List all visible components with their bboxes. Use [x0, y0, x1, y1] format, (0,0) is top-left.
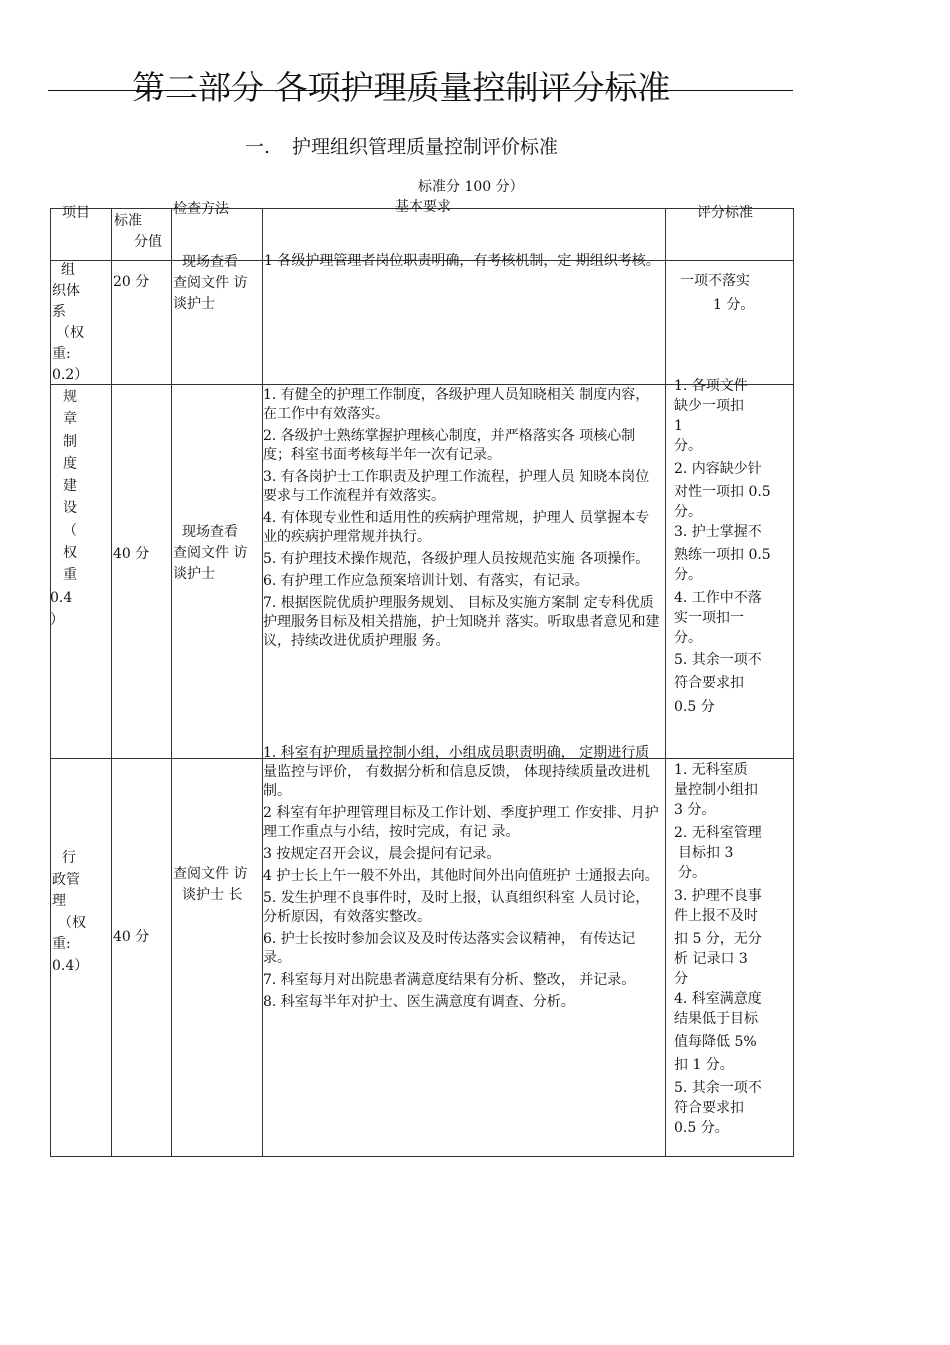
- criteria-line: 分。: [674, 630, 702, 646]
- criteria-line: 分: [674, 971, 688, 987]
- requirement-item: 3 按规定召开会议，晨会提问有记录。: [263, 846, 501, 862]
- criteria-line: 缺少一项扣: [674, 398, 744, 414]
- criteria-table: [50, 199, 793, 1157]
- criteria-line: 1. 各项文件: [674, 378, 748, 394]
- row2-method-line: 现场查看: [182, 524, 238, 540]
- row3-item-line: 0.4）: [52, 957, 89, 974]
- requirement-item: 2 科室有年护理管理目标及工作计划、季度护理工 作安排、月护理工作重点与小结，按时完成，有记 录。: [263, 805, 659, 840]
- requirement-item: 5. 有护理技术操作规范，各级护理人员按规范实施 各项操作。: [263, 551, 650, 567]
- row2-item-line: 制: [63, 433, 77, 450]
- row2-item-line: 章: [63, 411, 77, 428]
- header-score-b: 分值: [134, 234, 162, 250]
- criteria-line: 量控制小组扣: [674, 782, 758, 798]
- requirement-item: 5. 发生护理不良事件时，及时上报，认真组织科室 人员讨论，分析原因，有效落实整改。: [263, 890, 650, 925]
- row3-criteria: [674, 760, 792, 1138]
- criteria-line: 5. 其余一项不: [674, 652, 762, 668]
- criteria-line: 0.5 分。: [674, 1120, 729, 1136]
- row3-requirements: [263, 744, 661, 1015]
- requirement-item: 1 各级护理管理者岗位职责明确，有考核机制，定 期组织考核。: [264, 253, 660, 269]
- row1-method-line: 查阅文件 访: [173, 275, 248, 291]
- requirement-item: 1. 有健全的护理工作制度，各级护理人员知晓相关 制度内容，在工作中有效落实。: [263, 387, 650, 422]
- criteria-line: 熟练一项扣 0.5: [674, 547, 771, 563]
- section-subtitle: [245, 132, 558, 159]
- criteria-line: 5. 其余一项不: [674, 1080, 762, 1096]
- header-basic: 基本要求: [395, 199, 451, 215]
- criteria-line: 扣 1 分。: [674, 1057, 734, 1073]
- criteria-line: 结果低于目标: [674, 1011, 758, 1027]
- row1-item-line: 0.2）: [52, 367, 89, 383]
- criteria-line: 分。: [674, 504, 702, 520]
- requirement-item: 7. 根据医院优质护理服务规划、 目标及实施方案制 定专科优质护理服务目标及相关措施，护士知晓并 落实。听取患者意见和建议，持续改进优质护理服 务。: [263, 595, 660, 649]
- row2-item-line: 0.4: [50, 589, 73, 606]
- requirement-item: 6. 护士长按时参加会议及及时传达落实会议精神， 有传达记录。: [263, 931, 636, 966]
- row2-item-line: 建: [63, 478, 77, 495]
- criteria-line: 4. 科室满意度: [674, 991, 762, 1007]
- criteria-line: 1: [674, 418, 683, 434]
- requirement-item: 6. 有护理工作应急预案培训计划、有落实，有记录。: [263, 573, 589, 589]
- criteria-line: 符合要求扣: [674, 675, 744, 691]
- row1-method-line: 现场查看: [182, 254, 238, 270]
- row2-requirements: [263, 386, 661, 654]
- row1-criteria: [680, 271, 790, 316]
- row2-item-line: ）: [50, 611, 64, 628]
- row3-score: 40 分: [113, 929, 150, 945]
- row1-item-line: 织体: [52, 283, 80, 299]
- row1-item-line: （权: [56, 325, 84, 341]
- row2-method-line: 查阅文件 访: [173, 545, 248, 561]
- row3-item-line: 行: [62, 850, 76, 866]
- row1-item-line: 组: [61, 262, 75, 278]
- header-item: 项目: [62, 205, 90, 221]
- row2-item-line: 规: [63, 389, 77, 405]
- criteria-line: 实一项扣一: [674, 610, 744, 626]
- row3-item-line: （权: [58, 914, 86, 931]
- criteria-line: 扣 5 分，无分: [674, 931, 762, 947]
- criteria-line: 析 记录口 3: [674, 951, 748, 967]
- header-score-a: 标准: [114, 213, 142, 229]
- section-title: 护理组织管理质量控制评价标准: [292, 136, 559, 158]
- row2-method: [173, 522, 261, 585]
- criteria-line: 2. 无科室管理: [674, 825, 762, 841]
- requirement-item: 4. 有体现专业性和适用性的疾病护理常规，护理人 员掌握本专业的疾病护理常规并执行。: [263, 510, 650, 545]
- criteria-line: 3 分。: [674, 802, 716, 818]
- section-number: 一.: [245, 136, 271, 158]
- row2-item-line: 设: [63, 500, 77, 517]
- row2-item-line: 度: [63, 455, 77, 472]
- requirement-item: 7. 科室每月对出院患者满意度结果有分析、整改， 并记录。: [263, 972, 636, 988]
- header-criteria: 评分标准: [697, 205, 753, 221]
- row3-item: [52, 848, 110, 977]
- header-method: 检查方法: [173, 201, 229, 217]
- requirement-item: 8. 科室每半年对护士、医生满意度有调查、分析。: [263, 994, 575, 1010]
- criteria-line: 符合要求扣: [674, 1100, 744, 1116]
- row1-method-line: 谈护士: [173, 296, 215, 312]
- row3-item-line: 理: [52, 893, 66, 909]
- criteria-line: 4. 工作中不落: [674, 590, 762, 606]
- row1-item-line: 重:: [52, 346, 71, 362]
- row1-method: [173, 252, 261, 315]
- requirement-item: 4 护士长上午一般不外出，其他时间外出向值班护 士通报去向。: [263, 868, 659, 884]
- row3-method-line: 查阅文件 访: [173, 866, 248, 882]
- criteria-line: 件上报不及时: [674, 908, 758, 924]
- row2-score: 40 分: [113, 546, 150, 562]
- criteria-line: 分。: [678, 865, 706, 881]
- criteria-line: 分。: [674, 438, 702, 454]
- row1-item-line: 系: [52, 304, 66, 320]
- criteria-line: 分。: [674, 567, 702, 583]
- requirement-item: 3. 有各岗护士工作职责及护理工作流程，护理人员 知晓本岗位要求与工作流程并有效落实。: [263, 469, 650, 504]
- row3-method: [173, 864, 261, 906]
- row2-item-line: 重: [63, 567, 77, 584]
- row1-item: [52, 260, 110, 386]
- requirement-item: 1. 科室有护理质量控制小组，小组成员职责明确， 定期进行质量监控与评价， 有数据分析和信息反馈， 体现持续质量改进机制。: [263, 745, 650, 799]
- criteria-line: 对性一项扣 0.5: [674, 484, 771, 500]
- criteria-line: 2. 内容缺少针: [674, 461, 762, 477]
- criteria-line: 目标扣 3: [678, 845, 734, 861]
- page-title: 第二部分 各项护理质量控制评分标准: [132, 68, 671, 107]
- row3-item-line: 重:: [52, 936, 71, 952]
- row2-method-line: 谈护士: [173, 566, 215, 582]
- row1-score: 20 分: [113, 274, 150, 290]
- row2-item-line: （: [63, 522, 77, 539]
- criteria-line: 3. 护理不良事: [674, 888, 762, 904]
- criteria-line: 3. 护士掌握不: [674, 524, 762, 540]
- row2-item: [50, 386, 90, 631]
- criteria-line: 1 分。: [713, 297, 755, 313]
- criteria-line: 一项不落实: [680, 273, 750, 289]
- row3-method-line: 谈护士 长: [182, 887, 243, 903]
- criteria-line: 值每降低 5%: [674, 1034, 757, 1050]
- criteria-line: 0.5 分: [674, 699, 715, 715]
- criteria-line: 1. 无科室质: [674, 762, 748, 778]
- row2-item-line: 权: [63, 545, 77, 562]
- row1-requirements: [264, 251, 662, 275]
- row2-criteria: [674, 376, 792, 717]
- requirement-item: 2. 各级护士熟练掌握护理核心制度，并严格落实各 项核心制度；科室书面考核每半年一次有记录。: [263, 428, 636, 463]
- row3-item-line: 政管: [52, 871, 80, 888]
- total-score-note: 标准分 100 分）: [418, 179, 524, 195]
